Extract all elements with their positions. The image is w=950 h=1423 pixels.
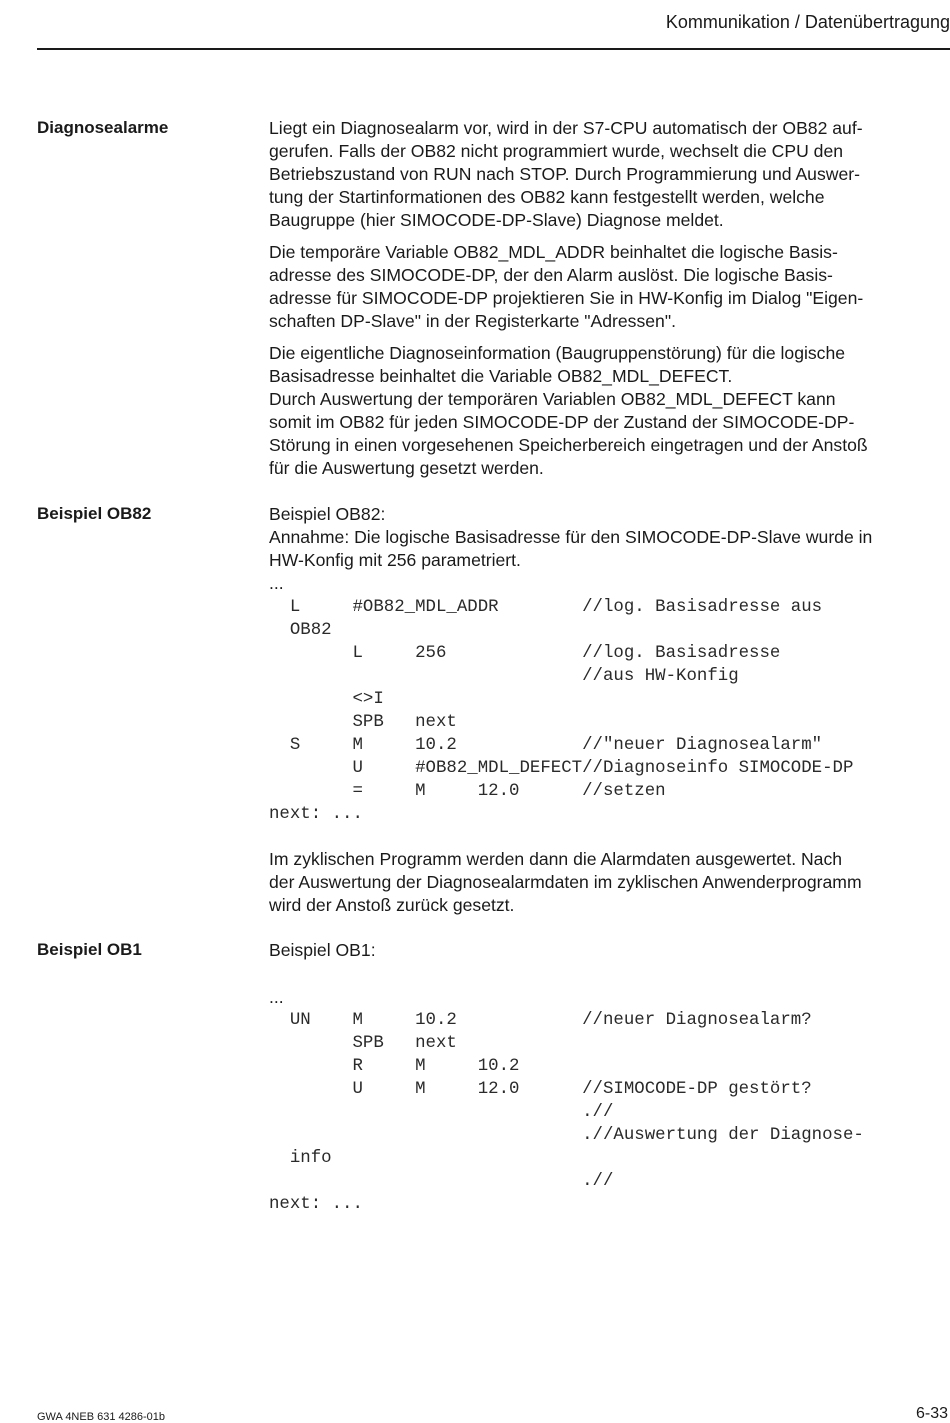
footer-doc-id: GWA 4NEB 631 4286-01b xyxy=(37,1411,166,1423)
header-title: Kommunikation / Datenübertragung xyxy=(665,12,950,32)
code-line: U #OB82_MDL_DEFECT//Diagnoseinfo SIMOCODE-DP xyxy=(269,759,854,778)
code-line: S M 10.2 //"neuer Diagnosealarm" xyxy=(269,736,823,755)
code-line: R M 10.2 xyxy=(269,1057,520,1076)
code-line: UN M 10.2 //neuer Diagnosealarm? xyxy=(269,1011,812,1030)
code-line: L 256 //log. Basisadresse xyxy=(269,644,781,663)
text-line: Im zyklischen Programm werden dann die Alarmdaten ausgewertet. Nach xyxy=(269,849,843,869)
text-line: Störung in einen vorgesehenen Speicherbereich eingetragen und der Anstoß xyxy=(269,435,868,455)
text-line: gerufen. Falls der OB82 nicht programmiert wurde, wechselt die CPU den xyxy=(269,141,844,161)
header-rule xyxy=(37,48,950,50)
code-line: SPB next xyxy=(269,713,457,732)
paragraph-diagnosealarme-2 xyxy=(269,241,863,333)
section-label-ob82: Beispiel OB82 xyxy=(37,504,152,523)
text-line: der Auswertung der Diagnosealarmdaten im zyklischen Anwenderprogramm xyxy=(269,872,862,892)
text-line: Beispiel OB1: xyxy=(269,940,376,960)
text-line: tung der Startinformationen des OB82 kann festgestellt werden, welche xyxy=(269,187,825,207)
code-line: next: ... xyxy=(269,805,363,824)
text-line: Liegt ein Diagnosealarm vor, wird in der S7-CPU automatisch der OB82 auf- xyxy=(269,118,863,138)
text-line: Annahme: Die logische Basisadresse für den SIMOCODE-DP-Slave wurde in xyxy=(269,527,873,547)
code-line: U M 12.0 //SIMOCODE-DP gestört? xyxy=(269,1080,812,1099)
text-line: Basisadresse beinhaltet die Variable OB82_MDL_DEFECT. xyxy=(269,366,733,386)
paragraph-ob1-intro xyxy=(269,939,376,962)
text-line: Die eigentliche Diagnoseinformation (Baugruppenstörung) für die logische xyxy=(269,343,846,363)
section-label-diagnosealarme: Diagnosealarme xyxy=(37,118,169,137)
code-line: SPB next xyxy=(269,1034,457,1053)
paragraph-diagnosealarme-1 xyxy=(269,117,863,232)
code-line: next: ... xyxy=(269,1195,363,1214)
text-line: wird der Anstoß zurück gesetzt. xyxy=(269,895,515,915)
text-line: ... xyxy=(269,573,284,593)
paragraph-diagnosealarme-3 xyxy=(269,342,868,480)
code-line: .// xyxy=(269,1103,614,1122)
footer-page-number: 6-33 xyxy=(915,1405,948,1422)
code-line: info xyxy=(269,1149,332,1168)
ob1-ellipsis: ... xyxy=(269,987,284,1007)
text-line: Beispiel OB82: xyxy=(269,504,386,524)
code-listing-ob1 xyxy=(269,1009,864,1216)
text-line: HW-Konfig mit 256 parametriert. xyxy=(269,550,521,570)
code-line: //aus HW-Konfig xyxy=(269,667,739,686)
section-label-ob1: Beispiel OB1 xyxy=(37,940,142,959)
text-line: Baugruppe (hier SIMOCODE-DP-Slave) Diagnose meldet. xyxy=(269,210,724,230)
code-line: = M 12.0 //setzen xyxy=(269,782,666,801)
text-line: für die Auswertung gesetzt werden. xyxy=(269,458,544,478)
code-line: L #OB82_MDL_ADDR //log. Basisadresse aus xyxy=(269,598,823,617)
text-line: somit im OB82 für jeden SIMOCODE-DP der Zustand der SIMOCODE-DP- xyxy=(269,412,855,432)
paragraph-ob82-after xyxy=(269,848,862,917)
text-line: schaften DP-Slave" in der Registerkarte "Adressen". xyxy=(269,311,676,331)
code-line: .// xyxy=(269,1172,614,1191)
code-line: .//Auswertung der Diagnose- xyxy=(269,1126,864,1145)
code-listing-ob82 xyxy=(269,596,853,826)
text-line: adresse für SIMOCODE-DP projektieren Sie in HW-Konfig im Dialog "Eigen- xyxy=(269,288,864,308)
paragraph-ob82-intro xyxy=(269,503,872,595)
code-line: OB82 xyxy=(269,621,332,640)
text-line: Durch Auswertung der temporären Variablen OB82_MDL_DEFECT kann xyxy=(269,389,836,409)
text-line: Die temporäre Variable OB82_MDL_ADDR beinhaltet die logische Basis- xyxy=(269,242,838,262)
text-line: adresse des SIMOCODE-DP, der den Alarm auslöst. Die logische Basis- xyxy=(269,265,833,285)
text-line: Betriebszustand von RUN nach STOP. Durch Programmierung und Auswer- xyxy=(269,164,860,184)
code-line: <>I xyxy=(269,690,384,709)
